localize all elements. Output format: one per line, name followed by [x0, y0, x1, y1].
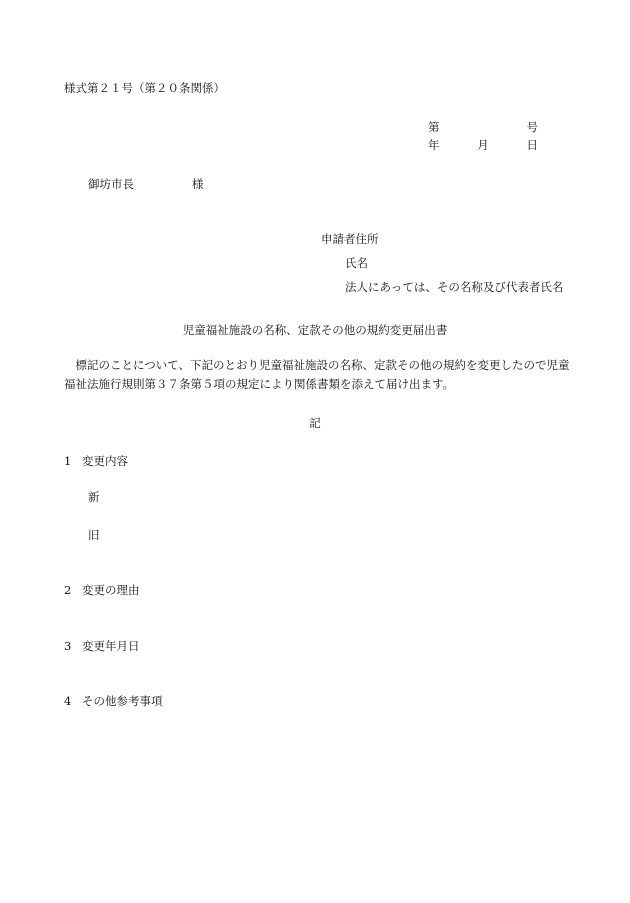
- item-change-old: 旧: [88, 528, 100, 542]
- addressee: [88, 176, 204, 192]
- applicant-corporate-note: 法人にあっては、その名称及び代表者氏名: [345, 280, 564, 294]
- date-month: 月: [477, 138, 489, 152]
- addressee-name: 御坊市長: [88, 177, 134, 191]
- item-number: 2: [64, 583, 72, 597]
- item-label: 変更年月日: [82, 639, 140, 653]
- item-other-references: [64, 693, 163, 709]
- item-change-content: [64, 453, 128, 469]
- date-day: 日: [526, 138, 538, 152]
- doc-number-suffix: 号: [526, 120, 538, 134]
- form-number: 様式第２１号（第２０条関係）: [64, 81, 225, 95]
- applicant-address-label: 申請者住所: [321, 232, 379, 246]
- item-change-new: 新: [88, 490, 100, 504]
- item-label: 変更内容: [82, 454, 128, 468]
- date-line: [428, 137, 538, 153]
- item-number: 3: [64, 639, 72, 653]
- item-number: 4: [64, 694, 72, 708]
- addressee-honorific: 様: [192, 177, 204, 191]
- item-change-reason: [64, 582, 140, 598]
- item-number: 1: [64, 454, 72, 468]
- item-label: 変更の理由: [82, 583, 140, 597]
- date-year: 年: [428, 138, 440, 152]
- item-label: その他参考事項: [82, 694, 163, 708]
- applicant-name-label: 氏名: [345, 256, 368, 270]
- doc-number-prefix: 第: [428, 120, 440, 134]
- document-title: 児童福祉施設の名称、定款その他の規約変更届出書: [182, 323, 448, 337]
- document-number-line: [428, 119, 538, 135]
- ki-heading: 記: [309, 416, 321, 430]
- item-change-date: [64, 638, 140, 654]
- body-paragraph: 標記のことについて、下記のとおり児童福祉施設の名称、定款その他の規約を変更したので児童福祉法施行規則第３７条第５項の規定により関係書類を添えて届け出ます。: [64, 358, 570, 391]
